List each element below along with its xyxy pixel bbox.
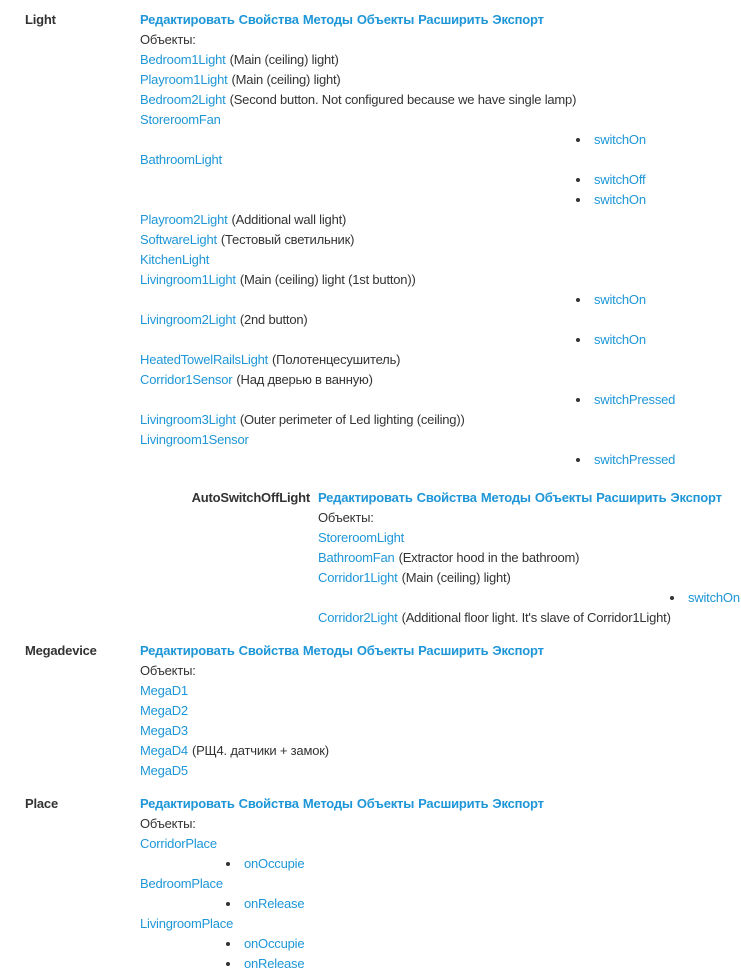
action-link-properties[interactable]: Свойства bbox=[238, 643, 299, 658]
object-link-livingroom2light[interactable]: Livingroom2Light bbox=[140, 312, 236, 327]
object-link-storeroomlight[interactable]: StoreroomLight bbox=[318, 530, 405, 545]
action-link-objects[interactable]: Объекты bbox=[356, 643, 415, 658]
action-link-extend[interactable]: Расширить bbox=[418, 12, 489, 27]
method-item bbox=[226, 894, 741, 914]
class-label: AutoSwitchOffLight bbox=[191, 490, 310, 505]
object-row bbox=[140, 701, 741, 721]
method-item bbox=[576, 170, 741, 190]
object-row bbox=[140, 350, 741, 370]
method-item bbox=[576, 330, 741, 350]
action-link-extend[interactable]: Расширить bbox=[418, 643, 489, 658]
object-description: (Additional floor light. It's slave of Corridor1Light) bbox=[401, 610, 671, 625]
object-row bbox=[140, 50, 741, 70]
object-link-kitchenlight[interactable]: KitchenLight bbox=[140, 252, 210, 267]
method-link-onrelease[interactable]: onRelease bbox=[244, 896, 305, 911]
object-row bbox=[318, 568, 741, 588]
action-link-export[interactable]: Экспорт bbox=[492, 643, 544, 658]
object-row bbox=[140, 914, 741, 934]
class-actions bbox=[140, 641, 741, 661]
methods-list bbox=[226, 934, 741, 974]
object-row bbox=[140, 761, 741, 781]
method-item bbox=[226, 934, 741, 954]
methods-list bbox=[576, 130, 741, 150]
object-link-livingroom1light[interactable]: Livingroom1Light bbox=[140, 272, 236, 287]
action-link-properties[interactable]: Свойства bbox=[416, 490, 477, 505]
object-row bbox=[140, 681, 741, 701]
method-item bbox=[670, 588, 741, 608]
object-row bbox=[140, 370, 741, 390]
action-link-objects[interactable]: Объекты bbox=[356, 796, 415, 811]
action-link-extend[interactable]: Расширить bbox=[418, 796, 489, 811]
method-link-switchpressed[interactable]: switchPressed bbox=[594, 392, 676, 407]
objects-list bbox=[318, 528, 741, 628]
method-item bbox=[576, 390, 741, 410]
object-row bbox=[140, 90, 741, 110]
object-description: (Над дверью в ванную) bbox=[236, 372, 373, 387]
class-section-megadevice bbox=[25, 641, 741, 781]
method-link-switchon[interactable]: switchOn bbox=[594, 132, 646, 147]
object-description: (РЩ4. датчики + замок) bbox=[191, 743, 329, 758]
object-link-bedroomplace[interactable]: BedroomPlace bbox=[140, 876, 223, 891]
object-link-corridor1light[interactable]: Corridor1Light bbox=[318, 570, 398, 585]
method-item bbox=[576, 450, 741, 470]
object-link-bedroom2light[interactable]: Bedroom2Light bbox=[140, 92, 226, 107]
object-row bbox=[140, 250, 741, 270]
object-description: (Extractor hood in the bathroom) bbox=[398, 550, 580, 565]
object-link-storeroomfan[interactable]: StoreroomFan bbox=[140, 112, 221, 127]
object-row bbox=[140, 110, 741, 130]
methods-list bbox=[576, 290, 741, 310]
object-link-softwarelight[interactable]: SoftwareLight bbox=[140, 232, 217, 247]
action-link-edit[interactable]: Редактировать bbox=[318, 490, 413, 505]
method-item bbox=[226, 854, 741, 874]
object-row bbox=[318, 608, 741, 628]
objects-list bbox=[140, 50, 741, 470]
class-label: Megadevice bbox=[25, 643, 97, 658]
object-description: (Main (ceiling) light) bbox=[401, 570, 511, 585]
object-description: (Additional wall light) bbox=[231, 212, 347, 227]
object-description: (Тестовый светильник) bbox=[220, 232, 355, 247]
action-link-export[interactable]: Экспорт bbox=[492, 12, 544, 27]
object-link-livingroom3light[interactable]: Livingroom3Light bbox=[140, 412, 236, 427]
methods-list bbox=[226, 854, 741, 874]
method-link-onoccupie[interactable]: onOccupie bbox=[244, 856, 305, 871]
method-link-switchon[interactable]: switchOn bbox=[594, 292, 646, 307]
action-link-edit[interactable]: Редактировать bbox=[140, 643, 235, 658]
class-actions bbox=[140, 10, 741, 30]
method-item bbox=[576, 290, 741, 310]
object-row bbox=[140, 270, 741, 290]
class-label: Light bbox=[25, 12, 56, 27]
method-item bbox=[576, 130, 741, 150]
object-description: (Second button. Not configured because we have single lamp) bbox=[229, 92, 577, 107]
methods-list bbox=[576, 390, 741, 410]
methods-list bbox=[226, 894, 741, 914]
object-row bbox=[140, 230, 741, 250]
method-item bbox=[226, 954, 741, 974]
class-section-autoswitchofflight bbox=[140, 488, 741, 628]
object-link-playroom1light[interactable]: Playroom1Light bbox=[140, 72, 228, 87]
object-row bbox=[140, 874, 741, 894]
object-link-bathroomfan[interactable]: BathroomFan bbox=[318, 550, 395, 565]
objects-list bbox=[140, 681, 741, 781]
objects-list bbox=[140, 834, 741, 974]
object-link-livingroom1sensor[interactable]: Livingroom1Sensor bbox=[140, 432, 249, 447]
object-description: (Main (ceiling) light (1st button)) bbox=[239, 272, 416, 287]
object-link-livingroomplace[interactable]: LivingroomPlace bbox=[140, 916, 234, 931]
method-link-switchon[interactable]: switchOn bbox=[594, 332, 646, 347]
method-link-switchon[interactable]: switchOn bbox=[688, 590, 740, 605]
object-link-megad3[interactable]: MegaD3 bbox=[140, 723, 188, 738]
object-row bbox=[318, 528, 741, 548]
action-link-methods[interactable]: Методы bbox=[302, 796, 353, 811]
class-section-light bbox=[25, 10, 741, 628]
methods-list bbox=[576, 450, 741, 470]
object-row bbox=[140, 834, 741, 854]
action-link-objects[interactable]: Объекты bbox=[356, 12, 415, 27]
action-link-properties[interactable]: Свойства bbox=[238, 796, 299, 811]
object-link-megad4[interactable]: MegaD4 bbox=[140, 743, 188, 758]
class-actions bbox=[318, 488, 741, 508]
objects-heading: Объекты: bbox=[140, 816, 196, 831]
methods-list bbox=[576, 330, 741, 350]
objects-heading: Объекты: bbox=[140, 663, 196, 678]
object-link-heatedtowelrailslight[interactable]: HeatedTowelRailsLight bbox=[140, 352, 269, 367]
action-link-methods[interactable]: Методы bbox=[302, 643, 353, 658]
object-link-corridor1sensor[interactable]: Corridor1Sensor bbox=[140, 372, 233, 387]
method-link-onrelease[interactable]: onRelease bbox=[244, 956, 305, 971]
objects-heading: Объекты: bbox=[140, 32, 196, 47]
object-description: (Outer perimeter of Led lighting (ceiling)) bbox=[239, 412, 465, 427]
object-row bbox=[318, 548, 741, 568]
object-row bbox=[140, 430, 741, 450]
object-description: (Полотенцесушитель) bbox=[272, 352, 401, 367]
object-row bbox=[140, 70, 741, 90]
class-label: Place bbox=[25, 796, 58, 811]
object-description: (Main (ceiling) light) bbox=[229, 52, 339, 67]
action-link-export[interactable]: Экспорт bbox=[492, 796, 544, 811]
class-actions bbox=[140, 794, 741, 814]
action-link-extend[interactable]: Расширить bbox=[596, 490, 667, 505]
object-row bbox=[140, 150, 741, 170]
action-link-methods[interactable]: Методы bbox=[480, 490, 531, 505]
method-link-switchoff[interactable]: switchOff bbox=[594, 172, 646, 187]
object-link-corridorplace[interactable]: CorridorPlace bbox=[140, 836, 217, 851]
object-link-bathroomlight[interactable]: BathroomLight bbox=[140, 152, 222, 167]
methods-list bbox=[576, 170, 741, 210]
methods-list bbox=[670, 588, 741, 608]
object-link-megad5[interactable]: MegaD5 bbox=[140, 763, 188, 778]
object-link-corridor2light[interactable]: Corridor2Light bbox=[318, 610, 398, 625]
action-link-export[interactable]: Экспорт bbox=[670, 490, 722, 505]
action-link-methods[interactable]: Методы bbox=[302, 12, 353, 27]
method-link-onoccupie[interactable]: onOccupie bbox=[244, 936, 305, 951]
action-link-edit[interactable]: Редактировать bbox=[140, 12, 235, 27]
object-description: (2nd button) bbox=[239, 312, 308, 327]
object-link-bedroom1light[interactable]: Bedroom1Light bbox=[140, 52, 226, 67]
object-link-megad2[interactable]: MegaD2 bbox=[140, 703, 188, 718]
method-link-switchpressed[interactable]: switchPressed bbox=[594, 452, 676, 467]
object-row bbox=[140, 741, 741, 761]
objects-heading: Объекты: bbox=[318, 510, 374, 525]
action-link-edit[interactable]: Редактировать bbox=[140, 796, 235, 811]
object-row bbox=[140, 721, 741, 741]
object-row bbox=[140, 410, 741, 430]
action-link-properties[interactable]: Свойства bbox=[238, 12, 299, 27]
object-description: (Main (ceiling) light) bbox=[231, 72, 341, 87]
method-item bbox=[576, 190, 741, 210]
object-link-playroom2light[interactable]: Playroom2Light bbox=[140, 212, 228, 227]
action-link-objects[interactable]: Объекты bbox=[534, 490, 593, 505]
class-section-place bbox=[25, 794, 741, 974]
method-link-switchon[interactable]: switchOn bbox=[594, 192, 646, 207]
object-row bbox=[140, 210, 741, 230]
object-row bbox=[140, 310, 741, 330]
object-link-megad1[interactable]: MegaD1 bbox=[140, 683, 188, 698]
